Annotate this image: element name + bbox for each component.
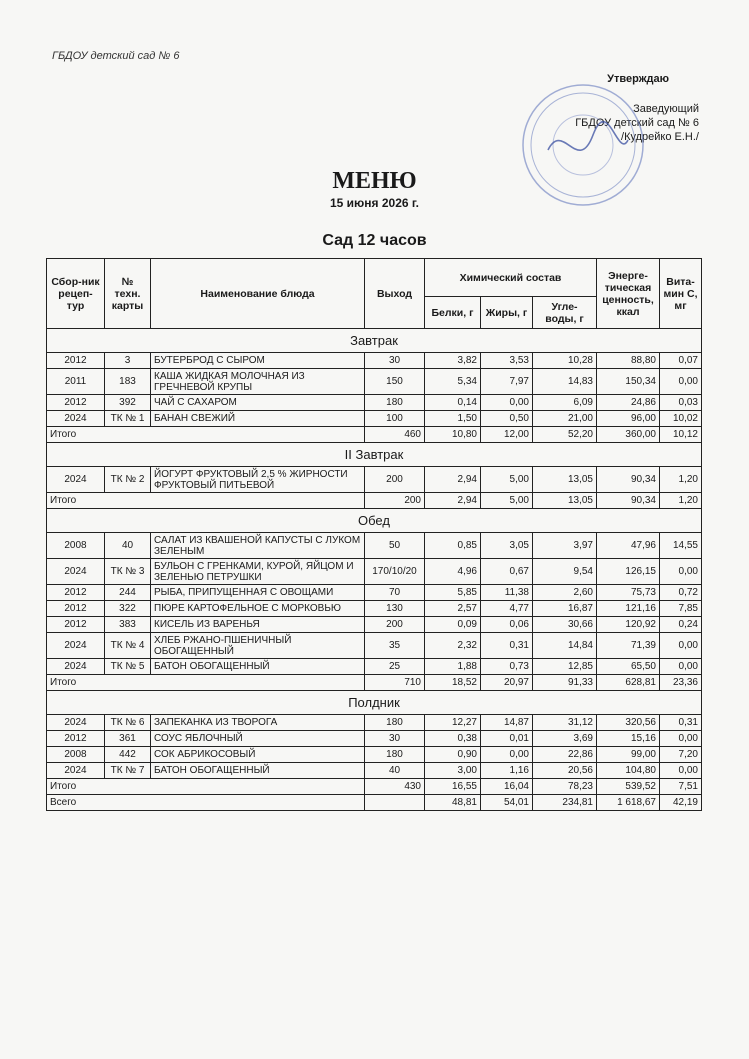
table-row (47, 411, 702, 427)
total-label: Итого (47, 493, 365, 509)
fat-cell: 16,04 (481, 779, 533, 795)
energy-cell: 126,15 (597, 559, 660, 585)
dish-name-cell: ЗАПЕКАНКА ИЗ ТВОРОГА (151, 715, 365, 731)
dish-name-cell: БАТОН ОБОГАЩЕННЫЙ (151, 763, 365, 779)
carb-cell: 91,33 (533, 675, 597, 691)
dish-name-cell: КАША ЖИДКАЯ МОЛОЧНАЯ ИЗ ГРЕЧНЕВОЙ КРУПЫ (151, 369, 365, 395)
fat-cell: 7,97 (481, 369, 533, 395)
collection-cell: 2008 (47, 747, 105, 763)
protein-cell: 16,55 (425, 779, 481, 795)
fat-cell: 5,00 (481, 493, 533, 509)
menu-subtitle: Сад 12 часов (322, 232, 427, 249)
approver-institution: ГБДОУ детский сад № 6 (575, 117, 699, 129)
tech-card-cell: 40 (105, 533, 151, 559)
yield-cell: 710 (365, 675, 425, 691)
dish-name-cell: БУТЕРБРОД С СЫРОМ (151, 353, 365, 369)
table-row (47, 747, 702, 763)
energy-cell: 320,56 (597, 715, 660, 731)
dish-name-cell: БАНАН СВЕЖИЙ (151, 411, 365, 427)
carb-cell: 22,86 (533, 747, 597, 763)
protein-cell: 2,94 (425, 467, 481, 493)
carb-cell: 3,69 (533, 731, 597, 747)
total-label: Итого (47, 779, 365, 795)
energy-cell: 360,00 (597, 427, 660, 443)
tech-card-cell: 3 (105, 353, 151, 369)
collection-cell: 2024 (47, 411, 105, 427)
energy-cell: 1 618,67 (597, 795, 660, 811)
energy-cell: 120,92 (597, 617, 660, 633)
col-header-carb: Угле-воды, г (533, 297, 597, 329)
fat-cell: 14,87 (481, 715, 533, 731)
carb-cell: 14,83 (533, 369, 597, 395)
energy-cell: 99,00 (597, 747, 660, 763)
collection-cell: 2012 (47, 585, 105, 601)
protein-cell: 0,85 (425, 533, 481, 559)
tech-card-cell: 183 (105, 369, 151, 395)
yield-cell: 460 (365, 427, 425, 443)
tech-card-cell: ТК № 7 (105, 763, 151, 779)
col-header-energy: Энерге-тическая ценность, ккал (597, 259, 660, 329)
tech-card-cell: ТК № 1 (105, 411, 151, 427)
energy-cell: 65,50 (597, 659, 660, 675)
yield-cell: 180 (365, 715, 425, 731)
menu-date: 15 июня 2026 г. (329, 196, 420, 210)
table-row (47, 533, 702, 559)
protein-cell: 48,81 (425, 795, 481, 811)
table-row (47, 395, 702, 411)
carb-cell: 20,56 (533, 763, 597, 779)
protein-cell: 2,57 (425, 601, 481, 617)
yield-cell: 130 (365, 601, 425, 617)
carb-cell: 13,05 (533, 493, 597, 509)
protein-cell: 3,00 (425, 763, 481, 779)
vitamin-cell: 0,00 (660, 633, 702, 659)
organization-name: ГБДОУ детский сад № 6 (52, 50, 180, 62)
vitamin-cell: 0,31 (660, 715, 702, 731)
yield-cell: 100 (365, 411, 425, 427)
protein-cell: 4,96 (425, 559, 481, 585)
total-row (47, 779, 702, 795)
dish-name-cell: ПЮРЕ КАРТОФЕЛЬНОЕ С МОРКОВЬЮ (151, 601, 365, 617)
yield-cell: 70 (365, 585, 425, 601)
tech-card-cell: 361 (105, 731, 151, 747)
grand-total-row (47, 795, 702, 811)
table-row (47, 763, 702, 779)
fat-cell: 0,73 (481, 659, 533, 675)
collection-cell: 2012 (47, 731, 105, 747)
table-row (47, 601, 702, 617)
energy-cell: 47,96 (597, 533, 660, 559)
carb-cell: 2,60 (533, 585, 597, 601)
carb-cell: 6,09 (533, 395, 597, 411)
carb-cell: 30,66 (533, 617, 597, 633)
vitamin-cell: 0,00 (660, 559, 702, 585)
vitamin-cell: 42,19 (660, 795, 702, 811)
table-row (47, 369, 702, 395)
carb-cell: 52,20 (533, 427, 597, 443)
protein-cell: 10,80 (425, 427, 481, 443)
carb-cell: 14,84 (533, 633, 597, 659)
vitamin-cell: 10,02 (660, 411, 702, 427)
tech-card-cell: 383 (105, 617, 151, 633)
col-header-vitamin: Вита-мин С, мг (660, 259, 702, 329)
col-header-yield: Выход (365, 259, 425, 329)
dish-name-cell: КИСЕЛЬ ИЗ ВАРЕНЬЯ (151, 617, 365, 633)
energy-cell: 15,16 (597, 731, 660, 747)
energy-cell: 24,86 (597, 395, 660, 411)
vitamin-cell: 0,24 (660, 617, 702, 633)
yield-cell: 180 (365, 747, 425, 763)
protein-cell: 0,90 (425, 747, 481, 763)
yield-cell: 25 (365, 659, 425, 675)
collection-cell: 2024 (47, 659, 105, 675)
yield-cell: 35 (365, 633, 425, 659)
yield-cell: 200 (365, 467, 425, 493)
col-header-chemical: Химический состав (425, 259, 597, 297)
total-row (47, 675, 702, 691)
collection-cell: 2024 (47, 559, 105, 585)
vitamin-cell: 1,20 (660, 493, 702, 509)
fat-cell: 0,01 (481, 731, 533, 747)
carb-cell: 31,12 (533, 715, 597, 731)
fat-cell: 0,67 (481, 559, 533, 585)
table-row (47, 467, 702, 493)
protein-cell: 1,50 (425, 411, 481, 427)
tech-card-cell: 244 (105, 585, 151, 601)
total-label: Итого (47, 427, 365, 443)
carb-cell: 13,05 (533, 467, 597, 493)
grand-total-label: Всего (47, 795, 365, 811)
dish-name-cell: ЧАЙ С САХАРОМ (151, 395, 365, 411)
menu-table (46, 258, 702, 811)
table-row (47, 633, 702, 659)
collection-cell: 2012 (47, 353, 105, 369)
fat-cell: 12,00 (481, 427, 533, 443)
yield-cell: 430 (365, 779, 425, 795)
col-header-fat: Жиры, г (481, 297, 533, 329)
protein-cell: 5,34 (425, 369, 481, 395)
collection-cell: 2012 (47, 395, 105, 411)
energy-cell: 121,16 (597, 601, 660, 617)
section-title: Полдник (47, 691, 702, 715)
carb-cell: 234,81 (533, 795, 597, 811)
table-row (47, 559, 702, 585)
vitamin-cell: 0,00 (660, 659, 702, 675)
carb-cell: 9,54 (533, 559, 597, 585)
collection-cell: 2008 (47, 533, 105, 559)
approve-label: Утверждаю (607, 73, 669, 85)
vitamin-cell: 14,55 (660, 533, 702, 559)
dish-name-cell: САЛАТ ИЗ КВАШЕНОЙ КАПУСТЫ С ЛУКОМ ЗЕЛЕНЫМ (151, 533, 365, 559)
approver-position: Заведующий (633, 103, 699, 115)
yield-cell: 200 (365, 617, 425, 633)
energy-cell: 628,81 (597, 675, 660, 691)
section-title: II Завтрак (47, 443, 702, 467)
yield-cell (365, 795, 425, 811)
col-header-dish-name: Наименование блюда (151, 259, 365, 329)
tech-card-cell: 442 (105, 747, 151, 763)
dish-name-cell: БУЛЬОН С ГРЕНКАМИ, КУРОЙ, ЯЙЦОМ И ЗЕЛЕНЬЮ ПЕТРУШКИ (151, 559, 365, 585)
energy-cell: 96,00 (597, 411, 660, 427)
section-header-row (47, 443, 702, 467)
yield-cell: 40 (365, 763, 425, 779)
energy-cell: 88,80 (597, 353, 660, 369)
col-header-collection: Сбор-ник рецеп-тур (47, 259, 105, 329)
dish-name-cell: СОК АБРИКОСОВЫЙ (151, 747, 365, 763)
protein-cell: 12,27 (425, 715, 481, 731)
collection-cell: 2024 (47, 467, 105, 493)
fat-cell: 0,31 (481, 633, 533, 659)
fat-cell: 0,00 (481, 395, 533, 411)
protein-cell: 0,38 (425, 731, 481, 747)
fat-cell: 11,38 (481, 585, 533, 601)
carb-cell: 78,23 (533, 779, 597, 795)
yield-cell: 180 (365, 395, 425, 411)
collection-cell: 2012 (47, 601, 105, 617)
dish-name-cell: БАТОН ОБОГАЩЕННЫЙ (151, 659, 365, 675)
fat-cell: 1,16 (481, 763, 533, 779)
vitamin-cell: 23,36 (660, 675, 702, 691)
section-header-row (47, 329, 702, 353)
dish-name-cell: ХЛЕБ РЖАНО-ПШЕНИЧНЫЙ ОБОГАЩЕННЫЙ (151, 633, 365, 659)
table-row (47, 617, 702, 633)
section-header-row (47, 509, 702, 533)
tech-card-cell: 322 (105, 601, 151, 617)
energy-cell: 75,73 (597, 585, 660, 601)
vitamin-cell: 7,51 (660, 779, 702, 795)
fat-cell: 5,00 (481, 467, 533, 493)
fat-cell: 54,01 (481, 795, 533, 811)
dish-name-cell: РЫБА, ПРИПУЩЕННАЯ С ОВОЩАМИ (151, 585, 365, 601)
vitamin-cell: 0,03 (660, 395, 702, 411)
protein-cell: 2,32 (425, 633, 481, 659)
approver-signature: /Кудрейко Е.Н./ (621, 131, 699, 143)
energy-cell: 539,52 (597, 779, 660, 795)
energy-cell: 90,34 (597, 493, 660, 509)
total-row (47, 427, 702, 443)
energy-cell: 104,80 (597, 763, 660, 779)
fat-cell: 4,77 (481, 601, 533, 617)
yield-cell: 170/10/20 (365, 559, 425, 585)
vitamin-cell: 0,00 (660, 369, 702, 395)
table-row (47, 353, 702, 369)
fat-cell: 3,05 (481, 533, 533, 559)
total-row (47, 493, 702, 509)
dish-name-cell: ЙОГУРТ ФРУКТОВЫЙ 2,5 % ЖИРНОСТИ ФРУКТОВЫЙ ПИТЬЕВОЙ (151, 467, 365, 493)
protein-cell: 2,94 (425, 493, 481, 509)
vitamin-cell: 7,20 (660, 747, 702, 763)
collection-cell: 2012 (47, 617, 105, 633)
tech-card-cell: ТК № 6 (105, 715, 151, 731)
tech-card-cell: 392 (105, 395, 151, 411)
yield-cell: 150 (365, 369, 425, 395)
col-header-protein: Белки, г (425, 297, 481, 329)
yield-cell: 30 (365, 731, 425, 747)
vitamin-cell: 7,85 (660, 601, 702, 617)
energy-cell: 71,39 (597, 633, 660, 659)
yield-cell: 50 (365, 533, 425, 559)
fat-cell: 0,50 (481, 411, 533, 427)
tech-card-cell: ТК № 5 (105, 659, 151, 675)
page-title: МЕНЮ (332, 168, 417, 194)
fat-cell: 0,06 (481, 617, 533, 633)
table-row (47, 659, 702, 675)
protein-cell: 18,52 (425, 675, 481, 691)
protein-cell: 0,09 (425, 617, 481, 633)
energy-cell: 90,34 (597, 467, 660, 493)
section-header-row (47, 691, 702, 715)
vitamin-cell: 0,72 (660, 585, 702, 601)
carb-cell: 21,00 (533, 411, 597, 427)
collection-cell: 2024 (47, 763, 105, 779)
tech-card-cell: ТК № 3 (105, 559, 151, 585)
section-title: Завтрак (47, 329, 702, 353)
dish-name-cell: СОУС ЯБЛОЧНЫЙ (151, 731, 365, 747)
protein-cell: 0,14 (425, 395, 481, 411)
tech-card-cell: ТК № 4 (105, 633, 151, 659)
total-label: Итого (47, 675, 365, 691)
vitamin-cell: 0,07 (660, 353, 702, 369)
collection-cell: 2024 (47, 633, 105, 659)
fat-cell: 3,53 (481, 353, 533, 369)
carb-cell: 12,85 (533, 659, 597, 675)
vitamin-cell: 0,00 (660, 731, 702, 747)
table-row (47, 585, 702, 601)
carb-cell: 10,28 (533, 353, 597, 369)
col-header-tech-card: № техн. карты (105, 259, 151, 329)
section-title: Обед (47, 509, 702, 533)
yield-cell: 30 (365, 353, 425, 369)
yield-cell: 200 (365, 493, 425, 509)
vitamin-cell: 0,00 (660, 763, 702, 779)
collection-cell: 2024 (47, 715, 105, 731)
fat-cell: 0,00 (481, 747, 533, 763)
table-row (47, 715, 702, 731)
protein-cell: 3,82 (425, 353, 481, 369)
fat-cell: 20,97 (481, 675, 533, 691)
carb-cell: 3,97 (533, 533, 597, 559)
carb-cell: 16,87 (533, 601, 597, 617)
protein-cell: 1,88 (425, 659, 481, 675)
tech-card-cell: ТК № 2 (105, 467, 151, 493)
vitamin-cell: 1,20 (660, 467, 702, 493)
protein-cell: 5,85 (425, 585, 481, 601)
table-row (47, 731, 702, 747)
collection-cell: 2011 (47, 369, 105, 395)
energy-cell: 150,34 (597, 369, 660, 395)
vitamin-cell: 10,12 (660, 427, 702, 443)
